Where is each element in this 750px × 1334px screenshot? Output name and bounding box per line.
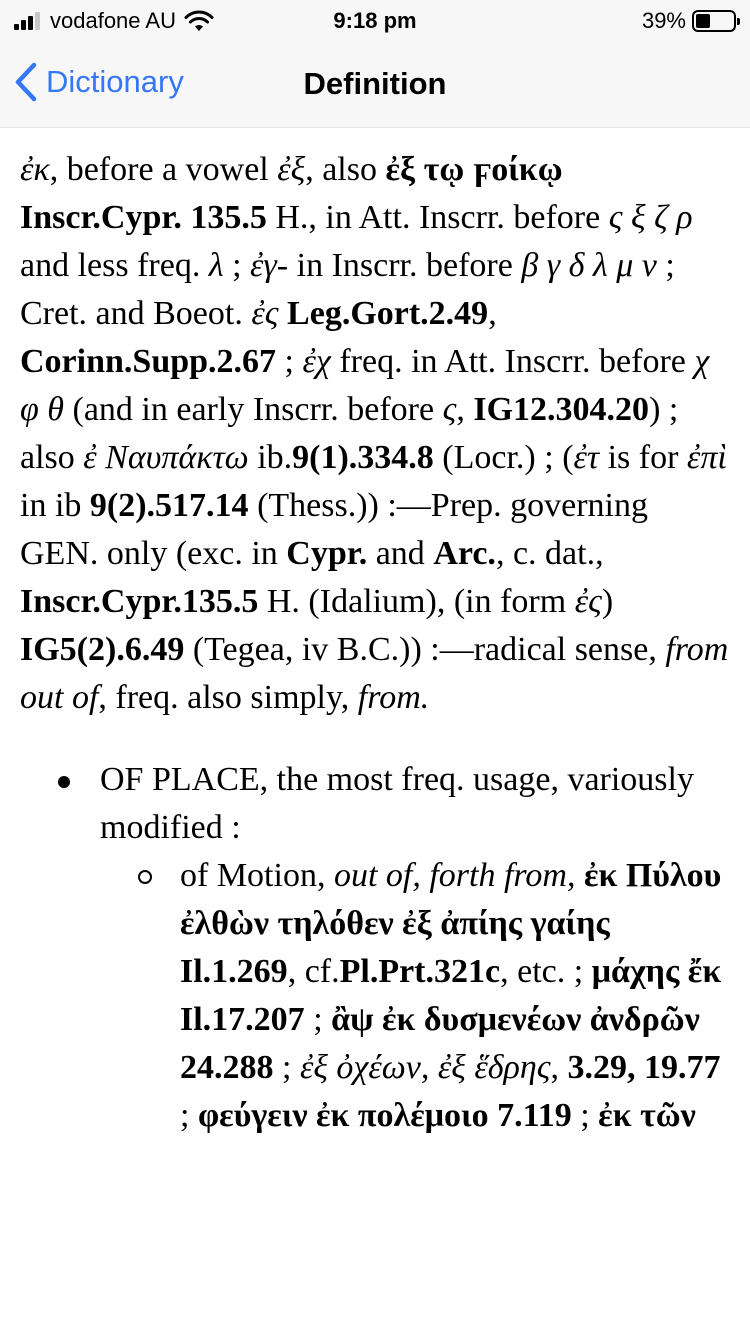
text-run: out of, forth from, — [333, 857, 576, 894]
sense-list — [20, 756, 730, 1140]
text-run: ; — [571, 1097, 599, 1134]
text-run: ἐπὶ — [686, 439, 727, 476]
text-run: , etc. ; — [500, 953, 592, 990]
text-run: ἐς — [251, 295, 279, 332]
citation: ἐκ τῶν — [598, 1097, 696, 1134]
text-run: ἐξ — [277, 151, 306, 188]
status-time: 9:18 pm — [333, 8, 417, 33]
text-run: of Motion, — [180, 857, 334, 894]
text-run: , cf. — [287, 953, 340, 990]
text-run: ἐχ — [302, 343, 331, 380]
text-run: , freq. also simply, — [98, 679, 358, 716]
text-run: is for — [599, 439, 687, 476]
text-run: ib. — [248, 439, 293, 476]
sub-list-item-text — [180, 852, 730, 1140]
citation: 9(1).334.8 — [292, 439, 434, 476]
battery-percent: 39% — [641, 8, 686, 33]
back-label: Dictionary — [46, 64, 184, 99]
text-run: from out of — [20, 631, 729, 716]
text-run: from. — [357, 679, 430, 716]
text-run: ; — [273, 1049, 300, 1086]
text-run: χ φ θ — [20, 343, 710, 428]
text-run: H. (Idalium), (in form — [258, 583, 575, 620]
citation: Corinn.Supp.2.67 — [20, 343, 277, 380]
text-run — [575, 857, 584, 894]
citation: Cypr. — [286, 535, 368, 572]
text-run: ; — [223, 247, 251, 284]
text-run: in ib — [20, 487, 90, 524]
text-run: (Thess.)) :—Prep. governing GEN. only (exc. in — [20, 487, 648, 572]
citation: Pl.Prt.321c — [339, 953, 501, 990]
text-run: , before a vowel — [49, 151, 278, 188]
definition-paragraph — [20, 146, 730, 722]
text-run: ἐκ — [20, 151, 50, 188]
battery-tip — [737, 18, 740, 25]
citation: ἐκ Πύλου ἐλθὼν τηλόθεν ἐξ ἀπίης γαίης Il.1.269 — [180, 857, 722, 990]
text-run: , — [488, 295, 497, 332]
text-run: (Locr.) ; ( — [433, 439, 574, 476]
text-run: ἐξ ὀχέων, ἐξ ἕδρης — [299, 1049, 551, 1086]
text-run: , also — [305, 151, 386, 188]
text-run: ς — [442, 391, 457, 428]
text-run: , — [456, 391, 474, 428]
text-run: ; — [304, 1001, 332, 1038]
text-run: (Tegea, iv B.C.)) :—radical sense, — [184, 631, 666, 668]
text-run: freq. in Att. Inscrr. before — [330, 343, 695, 380]
citation: IG5(2).6.49 — [20, 631, 185, 668]
bullet-circle-icon — [138, 852, 180, 1140]
text-run: ς ξ ζ ρ — [608, 199, 693, 236]
battery-fill — [696, 14, 710, 28]
navigation-bar — [0, 40, 750, 128]
citation: Inscr.Cypr.135.5 — [20, 583, 259, 620]
battery-icon — [692, 10, 736, 32]
carrier-name: vodafone AU — [50, 8, 176, 33]
citation: Leg.Gort.2.49 — [287, 295, 489, 332]
text-run: (and in early Inscrr. before — [64, 391, 443, 428]
bullet-disc-icon — [58, 756, 100, 1140]
citation: ἂψ ἐκ δυσμενέων ἀνδρῶν 24.288 — [180, 1001, 700, 1086]
list-item — [58, 756, 730, 1140]
text-run: , — [550, 1049, 568, 1086]
citation: φεύγειν ἐκ πολέμοιο 7.119 — [197, 1097, 572, 1134]
list-item-text: OF PLACE, the most freq. usage, variously modified : — [100, 761, 694, 846]
citation: 3.29, 19.77 — [567, 1049, 721, 1086]
definition-content — [20, 146, 730, 1140]
text-run: and less freq. — [20, 247, 209, 284]
text-run: ἐτ — [573, 439, 600, 476]
sub-list-item — [138, 852, 730, 1140]
text-run: ; — [276, 343, 303, 380]
page-title: Definition — [303, 66, 447, 101]
text-run: , c. dat., — [495, 535, 604, 572]
citation: IG12.304.20 — [473, 391, 650, 428]
text-run: ἐ Ναυπάκτω — [83, 439, 249, 476]
text-run: ἐγ- — [250, 247, 289, 284]
text-run: ) ; also — [20, 391, 679, 476]
text-run: ἐς — [574, 583, 602, 620]
text-run: in Inscrr. before — [288, 247, 522, 284]
text-run: β γ δ λ μ ν — [521, 247, 657, 284]
text-run: H., in Att. Inscrr. before — [266, 199, 609, 236]
text-run: ; Cret. and Boeot. — [20, 247, 675, 332]
citation: ἐξ τῳ ϝοίκῳ Inscr.Cypr. 135.5 — [20, 151, 563, 236]
citation: μάχης ἔκ Il.17.207 — [180, 953, 722, 1038]
status-bar — [0, 0, 750, 40]
text-run: ; — [180, 1097, 198, 1134]
citation: Arc. — [433, 535, 496, 572]
text-run: λ — [208, 247, 224, 284]
text-run: ) — [601, 583, 614, 620]
status-right — [642, 8, 736, 34]
citation: 9(2).517.14 — [89, 487, 249, 524]
text-run: and — [367, 535, 434, 572]
list-item-body — [100, 756, 730, 1140]
